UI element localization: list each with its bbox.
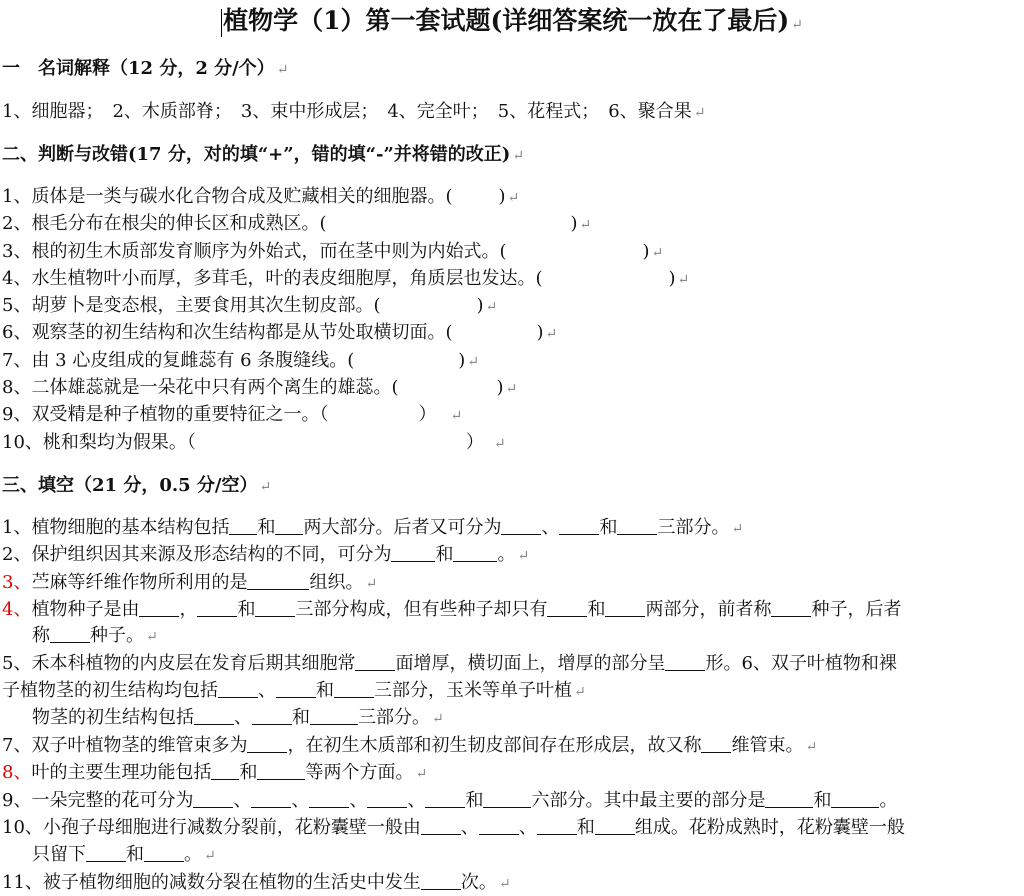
paragraph-mark-icon: ↵ (651, 245, 664, 261)
item-number-red: 8、 (2, 762, 32, 783)
paragraph-mark-icon: ↵ (259, 479, 272, 495)
blank-line[interactable] (831, 789, 879, 808)
item-number-red: 4、 (2, 599, 32, 620)
judge-item-10: 10、桃和梨均为假果。（ ） ↵ (2, 432, 506, 453)
title-text: 植物学（1）第一套试题(详细答案统一放在了最后) (223, 6, 790, 35)
judge-item-1: 1、质体是一类与碳水化合物合成及贮藏相关的细胞器。( ) ↵ (2, 186, 520, 207)
blank-line[interactable] (251, 789, 291, 808)
fill-item-9: 9、一朵完整的花可分为 、 、 、 、 和 六部分。其中最主要的部分是 和 。 (2, 790, 898, 811)
fill-item-7: 7、双子叶植物茎的维管束多为 ，在初生木质部和初生韧皮部间存在形成层，故又称 维管束。 ↵ (2, 735, 818, 756)
blank-line[interactable] (86, 843, 126, 862)
paragraph-mark-icon: ↵ (517, 548, 530, 564)
blank-line[interactable] (421, 871, 461, 890)
blank-line[interactable] (310, 706, 358, 725)
blank-line[interactable] (605, 598, 645, 617)
fill-item-4-cont: 称 种子。 ↵ (32, 625, 158, 646)
judge-item-7: 7、由 3 心皮组成的复雌蕊有 6 条腹缝线。( ) ↵ (2, 350, 480, 371)
blank-line[interactable] (479, 816, 519, 835)
blank-line[interactable] (367, 789, 407, 808)
fill-item-2: 2、保护组织因其来源及形态结构的不同，可分为 和 。 ↵ (2, 544, 530, 565)
fill-item-4: 4、植物种子是由 ， 和 三部分构成，但有些种子却只有 和 两部分，前者称 种子，后者 (2, 599, 902, 620)
blank-line[interactable] (218, 679, 258, 698)
section-heading-2: 二、判断与改错(17 分，对的填“+”，错的填“-”并将错的改正) ↵ (2, 144, 525, 165)
blank-line[interactable] (453, 543, 497, 562)
fill-item-8: 8、叶的主要生理功能包括 和 等两个方面。 ↵ (2, 762, 428, 783)
blank-line[interactable] (275, 516, 303, 535)
blank-line[interactable] (193, 789, 233, 808)
judge-item-5: 5、胡萝卜是变态根，主要食用其次生韧皮部。( ) ↵ (2, 295, 498, 316)
blank-line[interactable] (701, 734, 731, 753)
fill-item-5: 5、禾本科植物的内皮层在发育后期其细胞常 面增厚，横切面上，增厚的部分呈 形。6、双子叶植物和裸 (2, 653, 897, 674)
paragraph-mark-icon: ↵ (579, 217, 592, 233)
blank-line[interactable] (194, 706, 234, 725)
paragraph-mark-icon: ↵ (204, 848, 216, 864)
blank-line[interactable] (617, 516, 657, 535)
fill-item-10: 10、小孢子母细胞进行减数分裂前，花粉囊壁一般由 、 、 和 组成。花粉成熟时，花粉囊壁一般 (2, 817, 905, 838)
judge-item-8: 8、二体雄蕊就是一朵花中只有两个离生的雄蕊。( ) ↵ (2, 377, 518, 398)
paragraph-mark-icon: ↵ (677, 272, 690, 288)
paragraph-mark-icon: ↵ (276, 62, 289, 78)
section-heading-1: 一 名词解释（12 分，2 分/个） ↵ (2, 58, 289, 79)
paragraph-mark-icon: ↵ (545, 326, 558, 342)
fill-item-10-cont: 只留下 和 。 ↵ (32, 844, 216, 865)
document-title (0, 4, 1024, 42)
paragraph-mark-icon: ↵ (731, 521, 744, 537)
blank-line[interactable] (665, 652, 705, 671)
paragraph-mark-icon: ↵ (507, 190, 520, 206)
blank-line[interactable] (537, 816, 577, 835)
blank-line[interactable] (211, 761, 239, 780)
blank-line[interactable] (144, 843, 184, 862)
blank-line[interactable] (421, 816, 461, 835)
text-cursor (221, 9, 222, 37)
blank-line[interactable] (483, 789, 531, 808)
paragraph-mark-icon: ↵ (693, 105, 706, 121)
paragraph-mark-icon: ↵ (493, 436, 506, 452)
fill-item-5-cont2: 物茎的初生结构包括 、 和 三部分。 ↵ (32, 707, 444, 728)
blank-line[interactable] (559, 516, 599, 535)
paragraph-mark-icon: ↵ (485, 299, 498, 315)
blank-line[interactable] (595, 816, 635, 835)
blank-line[interactable] (355, 652, 395, 671)
fill-item-5-cont: 子植物茎的初生结构均包括 、 和 三部分，玉米等单子叶植 ↵ (2, 680, 586, 701)
paragraph-mark-icon: ↵ (791, 17, 803, 33)
blank-line[interactable] (197, 598, 237, 617)
blank-line[interactable] (276, 679, 316, 698)
paragraph-mark-icon: ↵ (450, 408, 463, 424)
fill-item-11: 11、被子植物细胞的减数分裂在植物的生活史中发生 次。 ↵ (2, 872, 511, 893)
blank-line[interactable] (765, 789, 813, 808)
judge-item-6: 6、观察茎的初生结构和次生结构都是从节处取横切面。( ) ↵ (2, 322, 558, 343)
blank-line[interactable] (334, 679, 374, 698)
blank-line[interactable] (139, 598, 179, 617)
terms-line: 1、细胞器； 2、木质部脊； 3、束中形成层； 4、完全叶； 5、花程式； 6、聚合果 ↵ (2, 101, 706, 122)
paragraph-mark-icon: ↵ (574, 684, 586, 700)
paragraph-mark-icon: ↵ (467, 354, 480, 370)
blank-line[interactable] (425, 789, 465, 808)
paragraph-mark-icon: ↵ (805, 739, 818, 755)
paragraph-mark-icon: ↵ (365, 576, 378, 592)
paragraph-mark-icon: ↵ (146, 629, 158, 645)
blank-line[interactable] (257, 761, 305, 780)
blank-line[interactable] (255, 598, 295, 617)
blank-line[interactable] (247, 571, 309, 590)
paragraph-mark-icon: ↵ (512, 148, 525, 164)
blank-line[interactable] (771, 598, 811, 617)
blank-line[interactable] (252, 706, 292, 725)
paragraph-mark-icon: ↵ (505, 381, 518, 397)
section-heading-3: 三、填空（21 分，0.5 分/空） ↵ (2, 475, 272, 496)
blank-line[interactable] (247, 734, 287, 753)
blank-line[interactable] (229, 516, 257, 535)
blank-line[interactable] (501, 516, 541, 535)
paragraph-mark-icon: ↵ (498, 876, 511, 892)
fill-item-1: 1、植物细胞的基本结构包括 和 两大部分。后者又可分为 、 和 三部分。 ↵ (2, 517, 744, 538)
blank-line[interactable] (50, 624, 90, 643)
paragraph-mark-icon: ↵ (432, 711, 444, 727)
blank-line[interactable] (547, 598, 587, 617)
fill-item-3: 3、苎麻等纤维作物所利用的是 组织。 ↵ (2, 572, 378, 593)
judge-item-4: 4、水生植物叶小而厚，多茸毛，叶的表皮细胞厚，角质层也发达。( ) ↵ (2, 268, 690, 289)
judge-item-2: 2、根毛分布在根尖的伸长区和成熟区。( ) ↵ (2, 213, 592, 234)
paragraph-mark-icon: ↵ (415, 766, 428, 782)
judge-item-3: 3、根的初生木质部发育顺序为外始式，而在茎中则为内始式。( ) ↵ (2, 241, 664, 262)
item-number-red: 3、 (2, 572, 32, 593)
blank-line[interactable] (391, 543, 435, 562)
blank-line[interactable] (309, 789, 349, 808)
judge-item-9: 9、双受精是种子植物的重要特征之一。（ ） ↵ (2, 404, 463, 425)
